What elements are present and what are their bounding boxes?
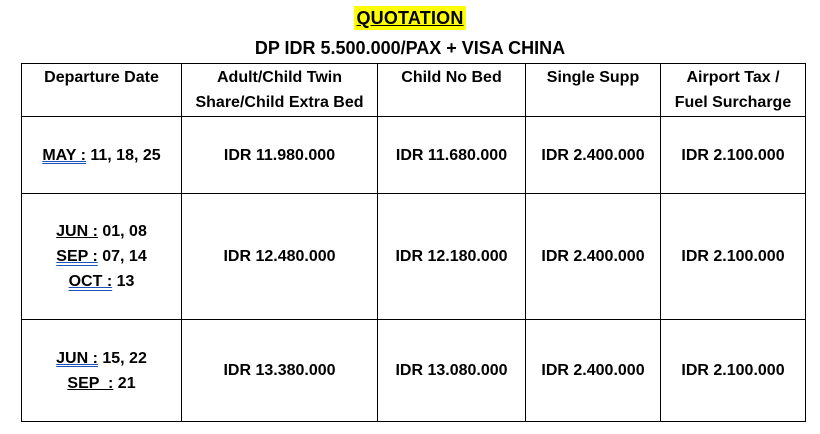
title-container — [0, 6, 820, 30]
adult-price-cell: IDR 12.480.000 — [182, 194, 378, 320]
dp-line: DP IDR 5.500.000/PAX + VISA CHINA — [254, 38, 566, 58]
departure-dates-cell — [22, 320, 182, 422]
date-line — [22, 143, 181, 168]
price-table — [21, 63, 806, 422]
airport-tax-price-cell: IDR 2.100.000 — [661, 194, 806, 320]
single-supp-price-cell: IDR 2.400.000 — [526, 320, 661, 422]
header-single-supp: Single Supp — [526, 64, 661, 117]
single-supp-price-cell: IDR 2.400.000 — [526, 117, 661, 194]
header-adult-twin-share — [182, 64, 378, 117]
departure-dates-cell — [22, 194, 182, 320]
table-row — [22, 320, 806, 422]
child-no-bed-price-cell: IDR 12.180.000 — [378, 194, 526, 320]
day-list: 01, 08 — [97, 223, 147, 240]
month-label: JUN : — [56, 349, 98, 367]
day-list: 21 — [113, 374, 136, 392]
table-row — [22, 194, 806, 320]
month-label: MAY : — [42, 146, 86, 164]
month-label: OCT : — [68, 273, 113, 290]
month-label: SEP : — [56, 248, 98, 265]
header-adult-line2: Share/Child Extra Bed — [195, 94, 364, 111]
table-row — [22, 117, 806, 194]
header-airport-line2: Fuel Surcharge — [674, 94, 792, 111]
header-row — [22, 64, 806, 117]
header-adult-line1: Adult/Child Twin — [216, 69, 342, 86]
header-child-no-bed: Child No Bed — [378, 64, 526, 117]
adult-price-cell: IDR 11.980.000 — [182, 117, 378, 194]
date-line — [22, 346, 181, 371]
date-line — [22, 244, 181, 269]
single-supp-price-cell: IDR 2.400.000 — [526, 194, 661, 320]
month-label: JUN : — [56, 223, 98, 240]
header-airport-tax — [661, 64, 806, 117]
quotation-title: QUOTATION — [356, 8, 464, 28]
adult-price-cell: IDR 13.380.000 — [182, 320, 378, 422]
child-no-bed-price-cell: IDR 13.080.000 — [378, 320, 526, 422]
child-no-bed-price-cell: IDR 11.680.000 — [378, 117, 526, 194]
day-list: 13 — [112, 273, 135, 290]
departure-dates-cell — [22, 117, 182, 194]
day-list: 11, 18, 25 — [85, 146, 161, 164]
header-airport-line1: Airport Tax / — [686, 69, 780, 86]
date-line — [22, 371, 181, 396]
airport-tax-price-cell: IDR 2.100.000 — [661, 117, 806, 194]
airport-tax-price-cell: IDR 2.100.000 — [661, 320, 806, 422]
date-line — [22, 219, 181, 244]
header-departure-date: Departure Date — [22, 64, 182, 117]
date-line — [22, 269, 181, 294]
month-label: SEP : — [67, 374, 114, 392]
day-list: 15, 22 — [97, 349, 147, 367]
day-list: 07, 14 — [97, 248, 147, 265]
